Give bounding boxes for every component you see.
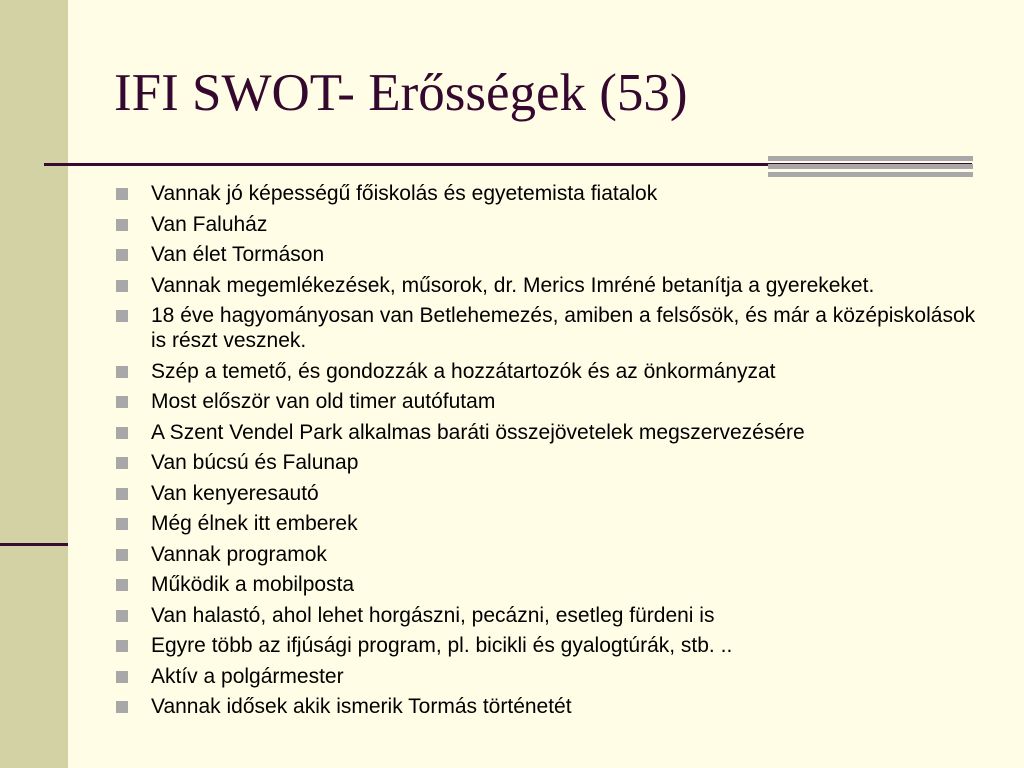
bullet-item: [114, 303, 994, 353]
bullet-item: [114, 359, 994, 384]
bullet-list: [114, 181, 994, 725]
bullet-text: A Szent Vendel Park alkalmas baráti összejövetelek megszervezésére: [151, 420, 805, 444]
bullet-text: Van Faluház: [151, 212, 268, 236]
bullet-text: Van halastó, ahol lehet horgászni, pecázni, esetleg fürdeni is: [151, 603, 715, 627]
bullet-square-icon: [116, 188, 128, 200]
bullet-square-icon: [116, 518, 128, 530]
bullet-text: Szép a temető, és gondozzák a hozzátartozók és az önkormányzat: [151, 359, 776, 383]
bullet-item: [114, 389, 994, 414]
bullet-text: Van élet Tormáson: [151, 243, 325, 266]
bullet-square-icon: [116, 671, 128, 683]
bullet-square-icon: [116, 488, 128, 500]
slide-title: IFI SWOT- Erősségek (53): [114, 64, 688, 122]
bullet-text: Aktív a polgármester: [151, 664, 344, 688]
bullet-square-icon: [116, 396, 128, 408]
sidebar-rule: [0, 543, 68, 546]
bullet-square-icon: [116, 280, 128, 292]
bullet-item: [114, 181, 994, 206]
bullet-square-icon: [116, 366, 128, 378]
bullet-item: [114, 511, 994, 536]
bullet-square-icon: [116, 310, 128, 322]
bullet-item: [114, 481, 994, 506]
bullet-square-icon: [116, 249, 128, 261]
bullet-square-icon: [116, 579, 128, 591]
bullet-square-icon: [116, 701, 128, 713]
bullet-text: Vannak jó képességű főiskolás és egyetemista fiatalok: [151, 182, 658, 205]
bullet-item: [114, 273, 994, 298]
bullet-square-icon: [116, 610, 128, 622]
sidebar-panel: [0, 0, 68, 768]
bullet-item: [114, 542, 994, 567]
bullet-item: [114, 212, 994, 237]
bullet-text: Most először van old timer autófutam: [151, 390, 496, 413]
bullet-item: [114, 572, 994, 597]
bullet-text: 18 éve hagyományosan van Betlehemezés, amiben a felsősök, és már a középiskolások is részt vesznek.: [151, 304, 976, 352]
bullet-square-icon: [116, 640, 128, 652]
bullet-text: Van búcsú és Falunap: [151, 451, 359, 474]
bullet-square-icon: [116, 427, 128, 439]
bullet-text: Van kenyeresautó: [151, 481, 319, 505]
bullet-item: [114, 694, 994, 719]
bullet-square-icon: [116, 549, 128, 561]
bullet-square-icon: [116, 457, 128, 469]
bullet-text: Egyre több az ifjúsági program, pl. bicikli és gyalogtúrák, stb. ..: [151, 634, 733, 657]
bullet-item: [114, 242, 994, 267]
bullet-text: Vannak programok: [151, 542, 327, 566]
bullet-item: [114, 603, 994, 628]
bullet-square-icon: [116, 219, 128, 231]
bullet-text: Vannak idősek akik ismerik Tormás történetét: [151, 695, 572, 718]
bullet-item: [114, 420, 994, 445]
title-accent-bars: [768, 156, 973, 179]
bullet-text: Még élnek itt emberek: [151, 512, 358, 535]
bullet-text: Vannak megemlékezések, műsorok, dr. Merics Imréné betanítja a gyerekeket.: [151, 273, 875, 297]
bullet-item: [114, 664, 994, 689]
bullet-text: Működik a mobilposta: [151, 573, 355, 596]
bullet-item: [114, 633, 994, 658]
bullet-item: [114, 450, 994, 475]
